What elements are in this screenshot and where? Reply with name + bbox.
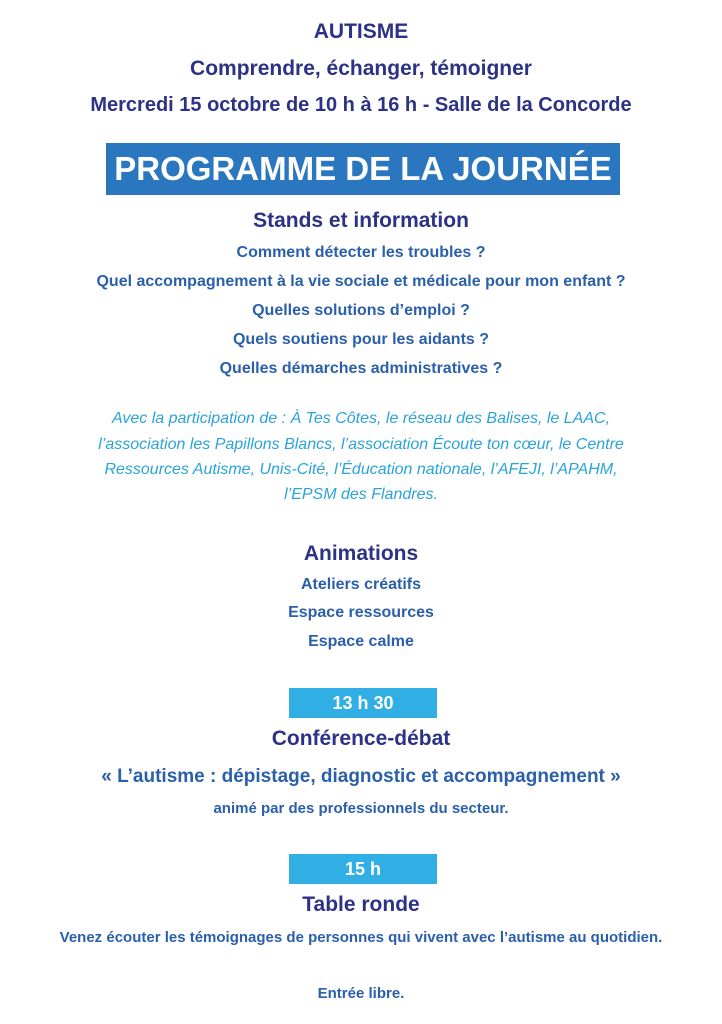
animations-item: Ateliers créatifs xyxy=(300,576,422,593)
animations-item: Espace calme xyxy=(308,633,414,650)
stands-item: Comment détecter les troubles ? xyxy=(236,244,486,261)
roundtable-description: Venez écouter les témoignages de personnes qui vivent avec l’autisme au quotidien. xyxy=(59,929,663,946)
stands-item: Quels soutiens pour les aidants ? xyxy=(232,331,490,348)
conference-title: « L’autisme : dépistage, diagnostic et accompagnement » xyxy=(101,766,621,787)
entry-note: Entrée libre. xyxy=(317,985,405,1002)
conference-note: animé par des professionnels du secteur. xyxy=(213,800,509,817)
stands-heading: Stands et information xyxy=(253,209,469,232)
stands-item: Quelles démarches administratives ? xyxy=(219,360,503,377)
participation-line: l’association les Papillons Blancs, l’association Écoute ton cœur, le Centre xyxy=(98,436,624,453)
roundtable-time-badge: 15 h xyxy=(289,854,437,884)
stands-item: Quel accompagnement à la vie sociale et médicale pour mon enfant ? xyxy=(96,273,626,290)
animations-heading: Animations xyxy=(303,542,419,565)
stands-item: Quelles solutions d’emploi ? xyxy=(252,302,470,319)
participation-line: Ressources Autisme, Unis-Cité, l’Éducation nationale, l’AFEJI, l’APAHM, xyxy=(104,461,618,478)
conference-heading: Conférence-débat xyxy=(271,727,451,750)
participation-line: l’EPSM des Flandres. xyxy=(284,486,438,503)
roundtable-heading: Table ronde xyxy=(302,893,420,916)
event-date-line: Mercredi 15 octobre de 10 h à 16 h - Salle de la Concorde xyxy=(90,94,632,116)
conference-time-badge: 13 h 30 xyxy=(289,688,437,718)
event-subtitle: Comprendre, échanger, témoigner xyxy=(190,57,532,80)
participation-line: Avec la participation de : À Tes Côtes, le réseau des Balises, le LAAC, xyxy=(111,410,611,427)
event-topic: AUTISME xyxy=(313,20,409,43)
animations-item: Espace ressources xyxy=(288,604,434,621)
program-banner: PROGRAMME DE LA JOURNÉE xyxy=(106,143,620,195)
